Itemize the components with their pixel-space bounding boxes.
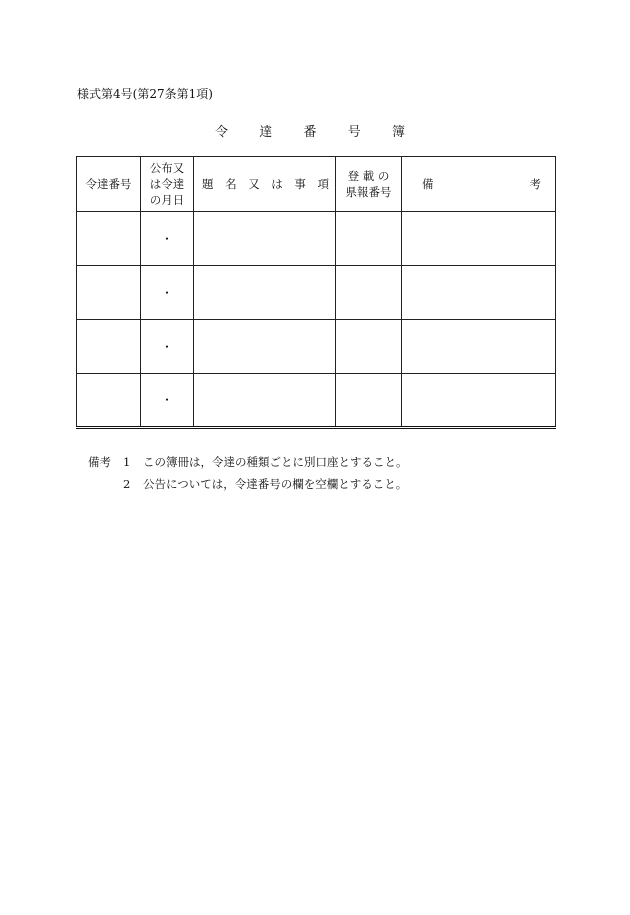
header-remarks: 備 考 bbox=[402, 157, 556, 212]
note-text: この簿冊は，令達の種類ごとに別口座とすること。 bbox=[143, 455, 408, 469]
header-order-number: 令達番号 bbox=[77, 157, 141, 212]
header-date: 公布又 は令達 の月日 bbox=[141, 157, 194, 212]
cell-remarks bbox=[402, 320, 556, 374]
cell-subject bbox=[194, 212, 336, 266]
cell-order-number bbox=[77, 320, 141, 374]
notes-label: 備考 bbox=[88, 455, 111, 469]
header-gazette-number: 登 載 の 県報番号 bbox=[336, 157, 402, 212]
cell-order-number bbox=[77, 374, 141, 428]
cell-remarks bbox=[402, 212, 556, 266]
title-char: 達 bbox=[259, 125, 273, 140]
cell-order-number bbox=[77, 266, 141, 320]
note-text: 公告については，令達番号の欄を空欄とすること。 bbox=[143, 477, 408, 491]
title-char: 簿 bbox=[391, 125, 405, 140]
cell-remarks bbox=[402, 374, 556, 428]
document-title bbox=[215, 121, 405, 140]
note-number: 1 bbox=[123, 455, 131, 469]
cell-subject bbox=[194, 266, 336, 320]
cell-date: ・ bbox=[141, 320, 194, 374]
header-subject: 題 名 又 は 事 項 bbox=[194, 157, 336, 212]
cell-subject bbox=[194, 374, 336, 428]
notes-section bbox=[88, 451, 408, 495]
cell-subject bbox=[194, 320, 336, 374]
form-number: 様式第4号(第27条第1項) bbox=[77, 87, 213, 101]
note-item bbox=[88, 451, 408, 473]
note-number: 2 bbox=[123, 477, 131, 491]
cell-remarks bbox=[402, 266, 556, 320]
cell-date: ・ bbox=[141, 374, 194, 428]
title-char: 番 bbox=[303, 125, 317, 140]
cell-date: ・ bbox=[141, 212, 194, 266]
table-header-row bbox=[77, 157, 556, 212]
title-char: 令 bbox=[215, 125, 229, 140]
cell-gazette-number bbox=[336, 374, 402, 428]
note-item bbox=[88, 473, 408, 495]
table-row bbox=[77, 374, 556, 428]
title-char: 号 bbox=[347, 125, 361, 140]
table-row bbox=[77, 320, 556, 374]
cell-order-number bbox=[77, 212, 141, 266]
register-table bbox=[76, 156, 556, 429]
table-row bbox=[77, 212, 556, 266]
cell-gazette-number bbox=[336, 266, 402, 320]
table-row bbox=[77, 266, 556, 320]
cell-date: ・ bbox=[141, 266, 194, 320]
cell-gazette-number bbox=[336, 320, 402, 374]
cell-gazette-number bbox=[336, 212, 402, 266]
